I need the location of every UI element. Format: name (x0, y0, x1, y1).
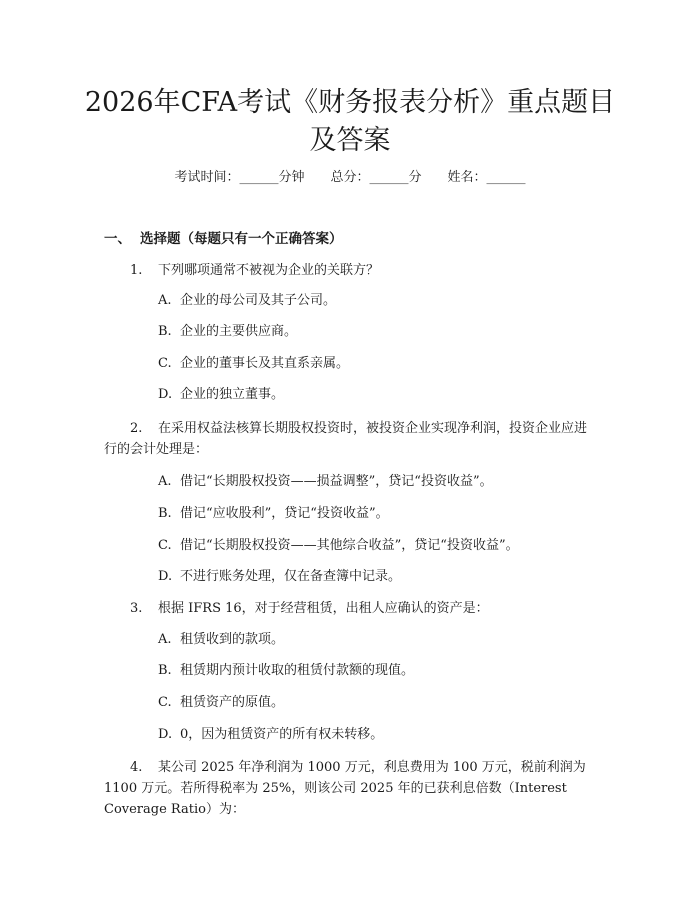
total-score-label: 总分：______分 (330, 170, 422, 185)
exam-info-line (0, 168, 700, 188)
question-3-option-d: D. 0，因为租赁资产的所有权未转移。 (158, 727, 384, 742)
question-2-option-d: D. 不进行账务处理，仅在备查簿中记录。 (158, 569, 402, 584)
question-1-option-b: B. 企业的主要供应商。 (158, 324, 298, 339)
question-2-option-b: B. 借记“应收股利”，贷记“投资收益”。 (158, 506, 389, 521)
question-text: 在采用权益法核算长期股权投资时，被投资企业实现净利润，投资企业应进行的会计处理是： (104, 421, 588, 457)
section-number: 一、 (104, 231, 131, 247)
question-number: 4. (130, 760, 143, 775)
question-text: 根据 IFRS 16，对于经营租赁，出租人应确认的资产是： (158, 601, 489, 616)
section-title: 选择题（每题只有一个正确答案） (140, 231, 343, 247)
question-1-option-a: A. 企业的母公司及其子公司。 (158, 293, 337, 308)
name-label: 姓名：______ (447, 170, 526, 185)
question-1 (104, 260, 598, 281)
question-1-option-c: C. 企业的董事长及其直系亲属。 (158, 356, 350, 371)
section-heading (104, 229, 343, 249)
question-number: 2. (130, 421, 143, 436)
question-3-option-a: A. 租赁收到的款项。 (158, 632, 285, 647)
question-text: 某公司 2025 年净利润为 1000 万元，利息费用为 100 万元，税前利润为 1100 万元。若所得税率为 25%，则该公司 2025 年的已获利息倍数（Interest Coverage Ratio）为： (104, 760, 586, 817)
question-3 (104, 598, 598, 619)
page-title: 2026年CFA考试《财务报表分析》重点题目及答案 (84, 87, 616, 156)
exam-time-label: 考试时间：______分钟 (174, 170, 305, 185)
question-text: 下列哪项通常不被视为企业的关联方？ (158, 263, 380, 278)
question-number: 3. (130, 601, 143, 616)
question-2 (104, 418, 598, 460)
question-3-option-b: B. 租赁期内预计收取的租赁付款额的现值。 (158, 663, 415, 678)
question-4 (104, 757, 598, 820)
question-1-option-d: D. 企业的独立董事。 (158, 387, 285, 402)
question-number: 1. (130, 263, 143, 278)
question-3-option-c: C. 租赁资产的原值。 (158, 695, 285, 710)
question-2-option-c: C. 借记“长期股权投资——其他综合收益”，贷记“投资收益”。 (158, 538, 519, 553)
question-2-option-a: A. 借记“长期股权投资——损益调整”，贷记“投资收益”。 (158, 474, 493, 489)
